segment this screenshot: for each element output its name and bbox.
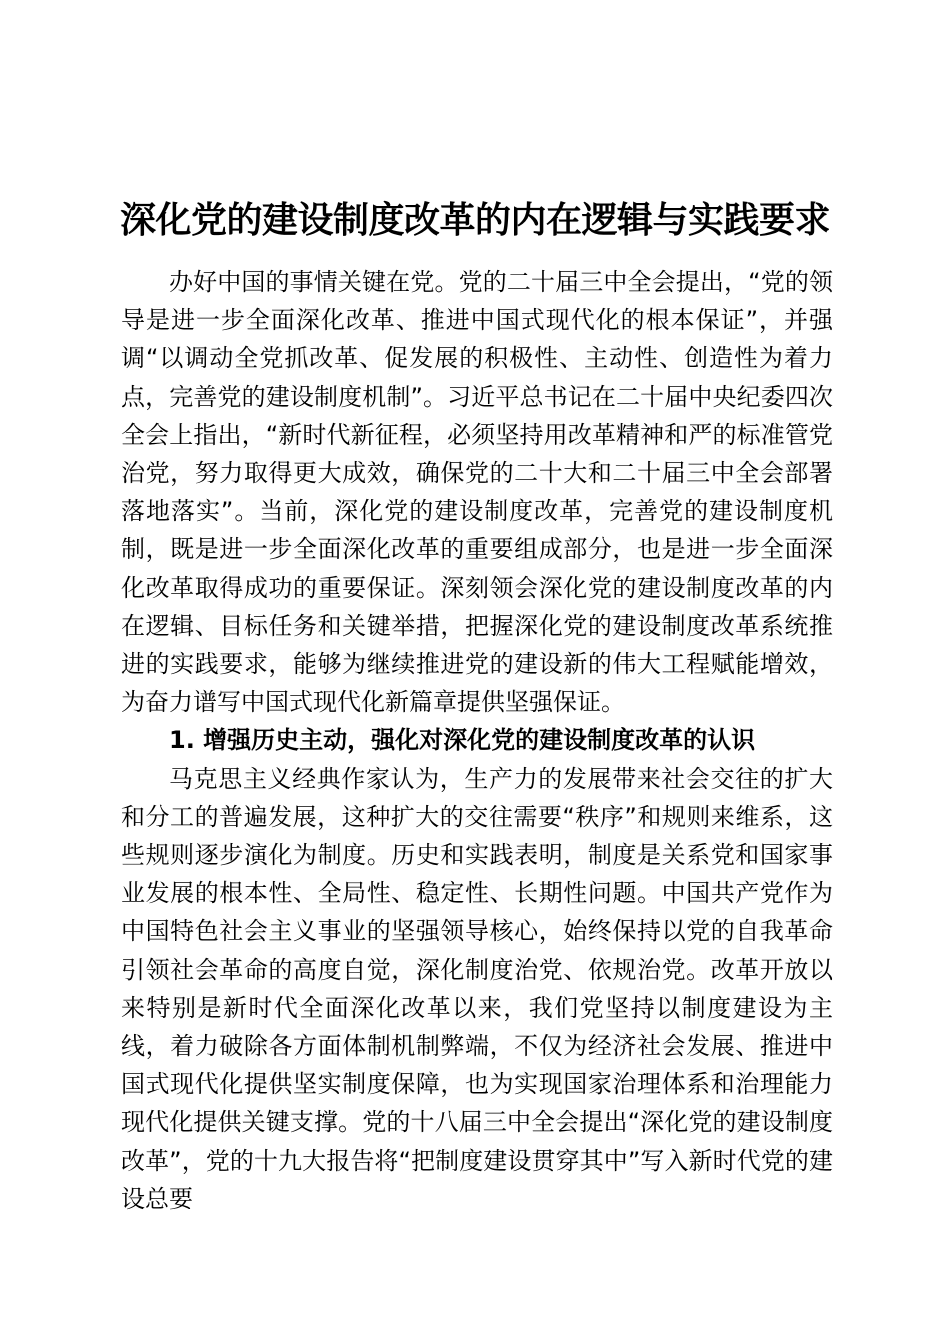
document-title: 深化党的建设制度改革的内在逻辑与实践要求 — [119, 199, 830, 241]
intro-paragraph: 办好中国的事情关键在党。党的二十届三中全会提出，“党的领导是进一步全面深化改革、推进中国式现代化的根本保证”，并强调“以调动全党抓改革、促发展的积极性、主动性、创造性为着力点，完善党的建设制度机制”。习近平总书记在二十届中央纪委四次全会上指出，“新时代新征程，必须坚持用改革精神和严的标准管党治党，努力取得更大成效，确保党的二十大和二十届三中全会部署落地落实”。当前，深化党的建设制度改革，完善党的建设制度机制，既是进一步全面深化改革的重要组成部分，也是进一步全面深化改革取得成功的重要保证。深刻领会深化党的建设制度改革的内在逻辑、目标任务和关键举措，把握深化党的建设制度改革系统推进的实践要求，能够为继续推进党的建设新的伟大工程赋能增效，为奋力谱写中国式现代化新篇章提供坚强保证。 — [121, 268, 833, 717]
document-body — [121, 263, 833, 1218]
section-paragraph: 马克思主义经典作家认为，生产力的发展带来社会交往的扩大和分工的普遍发展，这种扩大的交往需要“秩序”和规则来维系，这些规则逐步演化为制度。历史和实践表明，制度是关系党和国家事业发展的根本性、全局性、稳定性、长期性问题。中国共产党作为中国特色社会主义事业的坚强领导核心，始终保持以党的自我革命引领社会革命的高度自觉，深化制度治党、依规治党。改革开放以来特别是新时代全面深化改革以来，我们党坚持以制度建设为主线，着力破除各方面体制机制弊端，不仅为经济社会发展、推进中国式现代化提供坚实制度保障，也为实现国家治理体系和治理能力现代化提供关键支撑。党的十八届三中全会提出“深化党的建设制度改革”，党的十九大报告将“把制度建设贯穿其中”写入新时代党的建设总要 — [121, 764, 833, 1213]
section-heading: 1. 增强历史主动，强化对深化党的建设制度改革的认识 — [169, 726, 756, 755]
